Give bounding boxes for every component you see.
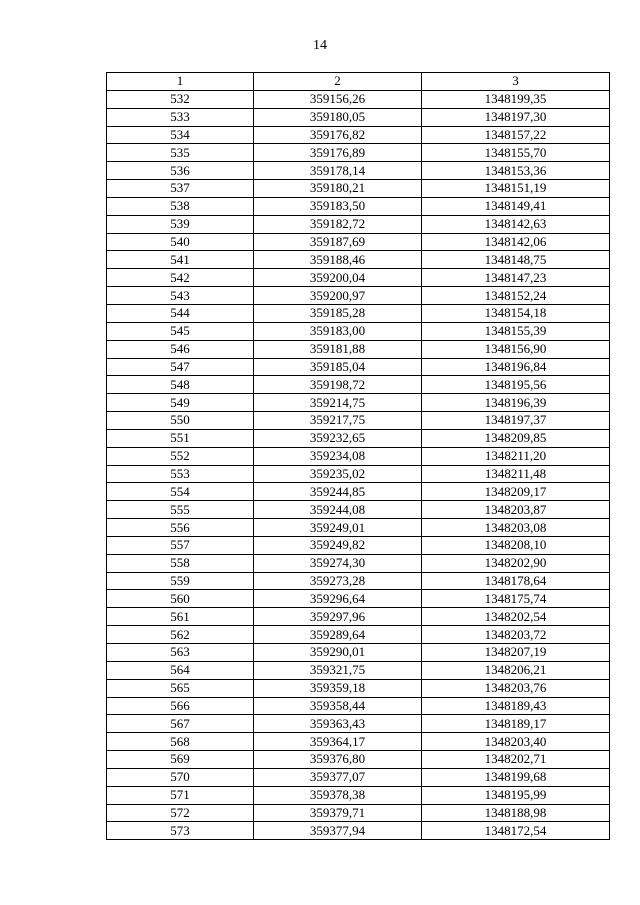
y-coordinate-cell: 1348208,10 — [422, 536, 610, 554]
table-row — [107, 733, 610, 751]
y-coordinate-cell: 1348188,98 — [422, 804, 610, 822]
table-row — [107, 394, 610, 412]
point-number-cell: 542 — [107, 269, 254, 287]
x-coordinate-cell: 359178,14 — [254, 162, 422, 180]
x-coordinate-cell: 359198,72 — [254, 376, 422, 394]
y-coordinate-cell: 1348202,90 — [422, 554, 610, 572]
y-coordinate-cell: 1348195,99 — [422, 786, 610, 804]
x-coordinate-cell: 359244,85 — [254, 483, 422, 501]
point-number-cell: 534 — [107, 126, 254, 144]
point-number-cell: 533 — [107, 108, 254, 126]
y-coordinate-cell: 1348153,36 — [422, 162, 610, 180]
point-number-cell: 546 — [107, 340, 254, 358]
point-number-cell: 555 — [107, 501, 254, 519]
point-number-cell: 556 — [107, 519, 254, 537]
point-number-cell: 532 — [107, 90, 254, 108]
x-coordinate-cell: 359274,30 — [254, 554, 422, 572]
y-coordinate-cell: 1348148,75 — [422, 251, 610, 269]
point-number-cell: 572 — [107, 804, 254, 822]
table-row — [107, 590, 610, 608]
y-coordinate-cell: 1348178,64 — [422, 572, 610, 590]
table-row — [107, 322, 610, 340]
point-number-cell: 544 — [107, 304, 254, 322]
point-number-cell: 553 — [107, 465, 254, 483]
point-number-cell: 571 — [107, 786, 254, 804]
y-coordinate-cell: 1348154,18 — [422, 304, 610, 322]
table-body — [107, 90, 610, 839]
table-row — [107, 180, 610, 198]
table-row — [107, 626, 610, 644]
point-number-cell: 557 — [107, 536, 254, 554]
y-coordinate-cell: 1348202,54 — [422, 608, 610, 626]
y-coordinate-cell: 1348156,90 — [422, 340, 610, 358]
table-row — [107, 483, 610, 501]
table-row — [107, 287, 610, 305]
table-row — [107, 768, 610, 786]
point-number-cell: 545 — [107, 322, 254, 340]
y-coordinate-cell: 1348197,37 — [422, 412, 610, 430]
point-number-cell: 561 — [107, 608, 254, 626]
y-coordinate-cell: 1348142,63 — [422, 215, 610, 233]
point-number-cell: 565 — [107, 679, 254, 697]
y-coordinate-cell: 1348203,72 — [422, 626, 610, 644]
coordinates-table — [106, 72, 610, 840]
y-coordinate-cell: 1348203,40 — [422, 733, 610, 751]
x-coordinate-cell: 359290,01 — [254, 644, 422, 662]
point-number-cell: 541 — [107, 251, 254, 269]
x-coordinate-cell: 359217,75 — [254, 412, 422, 430]
table-row — [107, 251, 610, 269]
point-number-cell: 538 — [107, 197, 254, 215]
point-number-cell: 562 — [107, 626, 254, 644]
point-number-cell: 554 — [107, 483, 254, 501]
x-coordinate-cell: 359180,21 — [254, 180, 422, 198]
y-coordinate-cell: 1348209,17 — [422, 483, 610, 501]
x-coordinate-cell: 359289,64 — [254, 626, 422, 644]
table-row — [107, 572, 610, 590]
x-coordinate-cell: 359296,64 — [254, 590, 422, 608]
y-coordinate-cell: 1348149,41 — [422, 197, 610, 215]
x-coordinate-cell: 359249,01 — [254, 519, 422, 537]
point-number-cell: 537 — [107, 180, 254, 198]
table-row — [107, 519, 610, 537]
y-coordinate-cell: 1348199,68 — [422, 768, 610, 786]
x-coordinate-cell: 359358,44 — [254, 697, 422, 715]
point-number-cell: 550 — [107, 412, 254, 430]
x-coordinate-cell: 359379,71 — [254, 804, 422, 822]
point-number-cell: 567 — [107, 715, 254, 733]
x-coordinate-cell: 359188,46 — [254, 251, 422, 269]
point-number-cell: 543 — [107, 287, 254, 305]
table-row — [107, 358, 610, 376]
x-coordinate-cell: 359181,88 — [254, 340, 422, 358]
x-coordinate-cell: 359200,97 — [254, 287, 422, 305]
x-coordinate-cell: 359176,89 — [254, 144, 422, 162]
x-coordinate-cell: 359377,07 — [254, 768, 422, 786]
table-row — [107, 644, 610, 662]
table-row — [107, 822, 610, 840]
column-header-3: 3 — [422, 73, 610, 91]
y-coordinate-cell: 1348211,20 — [422, 447, 610, 465]
table-row — [107, 304, 610, 322]
point-number-cell: 549 — [107, 394, 254, 412]
y-coordinate-cell: 1348203,76 — [422, 679, 610, 697]
y-coordinate-cell: 1348211,48 — [422, 465, 610, 483]
y-coordinate-cell: 1348206,21 — [422, 661, 610, 679]
x-coordinate-cell: 359378,38 — [254, 786, 422, 804]
x-coordinate-cell: 359182,72 — [254, 215, 422, 233]
point-number-cell: 569 — [107, 751, 254, 769]
x-coordinate-cell: 359232,65 — [254, 429, 422, 447]
table-row — [107, 90, 610, 108]
y-coordinate-cell: 1348189,43 — [422, 697, 610, 715]
x-coordinate-cell: 359377,94 — [254, 822, 422, 840]
y-coordinate-cell: 1348196,84 — [422, 358, 610, 376]
y-coordinate-cell: 1348207,19 — [422, 644, 610, 662]
point-number-cell: 559 — [107, 572, 254, 590]
point-number-cell: 539 — [107, 215, 254, 233]
y-coordinate-cell: 1348142,06 — [422, 233, 610, 251]
table-row — [107, 429, 610, 447]
point-number-cell: 547 — [107, 358, 254, 376]
table-row — [107, 376, 610, 394]
y-coordinate-cell: 1348203,87 — [422, 501, 610, 519]
y-coordinate-cell: 1348195,56 — [422, 376, 610, 394]
y-coordinate-cell: 1348157,22 — [422, 126, 610, 144]
point-number-cell: 535 — [107, 144, 254, 162]
point-number-cell: 558 — [107, 554, 254, 572]
point-number-cell: 564 — [107, 661, 254, 679]
table-row — [107, 697, 610, 715]
y-coordinate-cell: 1348202,71 — [422, 751, 610, 769]
table-row — [107, 804, 610, 822]
x-coordinate-cell: 359244,08 — [254, 501, 422, 519]
y-coordinate-cell: 1348175,74 — [422, 590, 610, 608]
y-coordinate-cell: 1348197,30 — [422, 108, 610, 126]
y-coordinate-cell: 1348196,39 — [422, 394, 610, 412]
y-coordinate-cell: 1348147,23 — [422, 269, 610, 287]
x-coordinate-cell: 359235,02 — [254, 465, 422, 483]
table-row — [107, 465, 610, 483]
y-coordinate-cell: 1348172,54 — [422, 822, 610, 840]
x-coordinate-cell: 359321,75 — [254, 661, 422, 679]
y-coordinate-cell: 1348189,17 — [422, 715, 610, 733]
column-header-2: 2 — [254, 73, 422, 91]
point-number-cell: 566 — [107, 697, 254, 715]
table-row — [107, 751, 610, 769]
table-row — [107, 108, 610, 126]
point-number-cell: 536 — [107, 162, 254, 180]
table-row — [107, 340, 610, 358]
y-coordinate-cell: 1348199,35 — [422, 90, 610, 108]
x-coordinate-cell: 359156,26 — [254, 90, 422, 108]
x-coordinate-cell: 359234,08 — [254, 447, 422, 465]
x-coordinate-cell: 359183,50 — [254, 197, 422, 215]
table-row — [107, 447, 610, 465]
table-row — [107, 715, 610, 733]
table-row — [107, 412, 610, 430]
table-row — [107, 215, 610, 233]
x-coordinate-cell: 359363,43 — [254, 715, 422, 733]
y-coordinate-cell: 1348209,85 — [422, 429, 610, 447]
table-row — [107, 126, 610, 144]
x-coordinate-cell: 359359,18 — [254, 679, 422, 697]
x-coordinate-cell: 359200,04 — [254, 269, 422, 287]
table-row — [107, 144, 610, 162]
table-row — [107, 162, 610, 180]
table-row — [107, 786, 610, 804]
x-coordinate-cell: 359364,17 — [254, 733, 422, 751]
table-row — [107, 608, 610, 626]
point-number-cell: 573 — [107, 822, 254, 840]
table-header-row — [107, 73, 610, 91]
y-coordinate-cell: 1348152,24 — [422, 287, 610, 305]
x-coordinate-cell: 359180,05 — [254, 108, 422, 126]
point-number-cell: 551 — [107, 429, 254, 447]
table-row — [107, 233, 610, 251]
x-coordinate-cell: 359185,28 — [254, 304, 422, 322]
x-coordinate-cell: 359183,00 — [254, 322, 422, 340]
point-number-cell: 552 — [107, 447, 254, 465]
table-row — [107, 554, 610, 572]
point-number-cell: 540 — [107, 233, 254, 251]
x-coordinate-cell: 359185,04 — [254, 358, 422, 376]
y-coordinate-cell: 1348151,19 — [422, 180, 610, 198]
x-coordinate-cell: 359214,75 — [254, 394, 422, 412]
table-row — [107, 536, 610, 554]
x-coordinate-cell: 359249,82 — [254, 536, 422, 554]
y-coordinate-cell: 1348203,08 — [422, 519, 610, 537]
point-number-cell: 563 — [107, 644, 254, 662]
x-coordinate-cell: 359297,96 — [254, 608, 422, 626]
point-number-cell: 570 — [107, 768, 254, 786]
y-coordinate-cell: 1348155,39 — [422, 322, 610, 340]
page-number: 14 — [313, 38, 327, 53]
table-row — [107, 197, 610, 215]
x-coordinate-cell: 359187,69 — [254, 233, 422, 251]
x-coordinate-cell: 359376,80 — [254, 751, 422, 769]
column-header-1: 1 — [107, 73, 254, 91]
table-row — [107, 501, 610, 519]
table-row — [107, 661, 610, 679]
x-coordinate-cell: 359273,28 — [254, 572, 422, 590]
x-coordinate-cell: 359176,82 — [254, 126, 422, 144]
table-row — [107, 269, 610, 287]
point-number-cell: 548 — [107, 376, 254, 394]
point-number-cell: 560 — [107, 590, 254, 608]
table-row — [107, 679, 610, 697]
y-coordinate-cell: 1348155,70 — [422, 144, 610, 162]
point-number-cell: 568 — [107, 733, 254, 751]
